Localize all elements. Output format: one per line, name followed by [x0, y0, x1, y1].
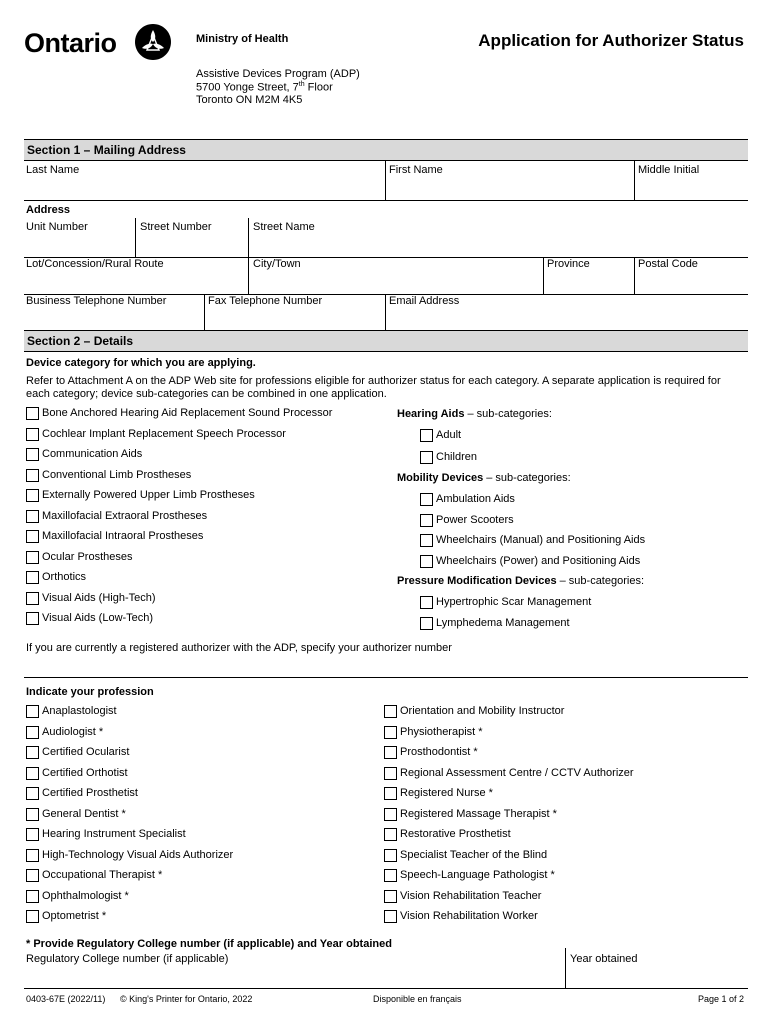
copyright: © King's Printer for Ontario, 2022	[120, 994, 253, 1004]
profession-audiologist-checkbox[interactable]	[26, 726, 39, 739]
profession-anaplastologist-checkbox[interactable]	[26, 705, 39, 718]
page-title: Application for Authorizer Status	[478, 31, 744, 50]
divider	[24, 200, 748, 201]
device-ocular-prostheses-checkbox[interactable]	[26, 551, 39, 564]
profession-orientation-and-mobility-instructor-label: Orientation and Mobility Instructor	[400, 705, 565, 717]
divider	[634, 257, 635, 294]
profession-speech-language-pathologist-label: Speech-Language Pathologist *	[400, 869, 555, 881]
city-label: City/Town	[253, 258, 301, 270]
device-visual-aids-low-tech-checkbox[interactable]	[26, 612, 39, 625]
french-version-note: Disponible en français	[373, 994, 462, 1004]
city-input[interactable]	[253, 273, 540, 293]
profession-registered-nurse-label: Registered Nurse *	[400, 787, 493, 799]
mobility-power-scooters-checkbox[interactable]	[420, 514, 433, 527]
profession-regional-assessment-centre-cctv-authorizer-label: Regional Assessment Centre / CCTV Authorizer	[400, 766, 634, 779]
profession-certified-orthotist-checkbox[interactable]	[26, 767, 39, 780]
device-maxillofacial-intraoral-prostheses-label: Maxillofacial Intraoral Prostheses	[42, 530, 204, 542]
year-obtained-input[interactable]	[570, 967, 746, 985]
profession-registered-nurse-checkbox[interactable]	[384, 787, 397, 800]
profession-restorative-prosthetist-label: Restorative Prosthetist	[400, 828, 511, 840]
divider	[634, 161, 635, 200]
hearing-adult-checkbox[interactable]	[420, 429, 433, 442]
lot-label: Lot/Concession/Rural Route	[26, 258, 164, 270]
profession-hearing-instrument-specialist-label: Hearing Instrument Specialist	[42, 828, 186, 840]
last-name-label: Last Name	[26, 164, 80, 176]
device-orthotics-checkbox[interactable]	[26, 571, 39, 584]
profession-occupational-therapist-label: Occupational Therapist *	[42, 869, 163, 881]
profession-vision-rehabilitation-teacher-checkbox[interactable]	[384, 890, 397, 903]
hearing-children-label: Children	[436, 451, 477, 463]
mobility-power-scooters-label: Power Scooters	[436, 513, 514, 526]
device-maxillofacial-intraoral-prostheses-checkbox[interactable]	[26, 530, 39, 543]
device-communication-aids-label: Communication Aids	[42, 448, 143, 460]
street-name-input[interactable]	[253, 235, 745, 255]
pressure-lymphedema-management-label: Lymphedema Management	[436, 616, 570, 629]
first-name-input[interactable]	[389, 178, 633, 198]
profession-ophthalmologist-label: Ophthalmologist *	[42, 889, 129, 902]
device-visual-aids-high-tech-checkbox[interactable]	[26, 592, 39, 605]
device-conventional-limb-prostheses-label: Conventional Limb Prostheses	[42, 468, 192, 481]
college-number-label: Regulatory College number (if applicable)	[26, 953, 229, 965]
divider	[135, 218, 136, 257]
mobility-wheelchairs-power-and-positioning-aids-label: Wheelchairs (Power) and Positioning Aids	[436, 554, 641, 567]
trillium-icon	[133, 22, 173, 62]
profession-specialist-teacher-of-the-blind-checkbox[interactable]	[384, 849, 397, 862]
postal-code-input[interactable]	[638, 273, 746, 293]
device-visual-aids-high-tech-label: Visual Aids (High-Tech)	[42, 591, 156, 604]
profession-certified-orthotist-label: Certified Orthotist	[42, 766, 128, 779]
college-note: * Provide Regulatory College number (if applicable) and Year obtained	[26, 938, 392, 950]
street-number-label: Street Number	[140, 221, 212, 233]
ministry-name: Ministry of Health	[196, 33, 289, 45]
business-phone-label: Business Telephone Number	[26, 295, 167, 307]
profession-registered-massage-therapist-checkbox[interactable]	[384, 808, 397, 821]
divider	[385, 161, 386, 200]
pressure-lymphedema-management-checkbox[interactable]	[420, 617, 433, 630]
profession-registered-massage-therapist-label: Registered Massage Therapist *	[400, 807, 557, 820]
unit-number-label: Unit Number	[26, 221, 88, 233]
device-bone-anchored-hearing-aid-replacement-sound-processor-label: Bone Anchored Hearing Aid Replacement Sound Processor	[42, 407, 333, 419]
device-cochlear-implant-replacement-speech-processor-checkbox[interactable]	[26, 428, 39, 441]
profession-certified-prosthetist-checkbox[interactable]	[26, 787, 39, 800]
address-line-1: Assistive Devices Program (ADP)	[196, 68, 360, 80]
profession-physiotherapist-label: Physiotherapist *	[400, 725, 483, 738]
profession-high-technology-visual-aids-authorizer-checkbox[interactable]	[26, 849, 39, 862]
mobility-ambulation-aids-checkbox[interactable]	[420, 493, 433, 506]
profession-occupational-therapist-checkbox[interactable]	[26, 869, 39, 882]
profession-ophthalmologist-checkbox[interactable]	[26, 890, 39, 903]
profession-heading: Indicate your profession	[26, 686, 154, 698]
divider	[385, 294, 386, 331]
address-line-2: 5700 Yonge Street, 7th Floor	[196, 81, 333, 94]
profession-orientation-and-mobility-instructor-checkbox[interactable]	[384, 705, 397, 718]
form-number: 0403-67E (2022/11)	[26, 994, 106, 1004]
device-ocular-prostheses-label: Ocular Prostheses	[42, 550, 133, 563]
business-phone-input[interactable]	[26, 309, 200, 329]
college-number-input[interactable]	[26, 967, 562, 985]
profession-restorative-prosthetist-checkbox[interactable]	[384, 828, 397, 841]
last-name-input[interactable]	[26, 178, 381, 198]
instructions-text: Refer to Attachment A on the ADP Web site for professions eligible for authorizer status for each category. A separate application is required for each category; device sub-categories can be combined in one application.	[26, 375, 721, 400]
mobility-wheelchairs-power-and-positioning-aids-checkbox[interactable]	[420, 555, 433, 568]
divider	[248, 218, 249, 257]
profession-vision-rehabilitation-teacher-label: Vision Rehabilitation Teacher	[400, 889, 542, 902]
section-2-header: Section 2 – Details	[24, 330, 748, 352]
authorizer-number-prompt: If you are currently a registered authorizer with the ADP, specify your authorizer number	[26, 642, 452, 654]
profession-general-dentist-label: General Dentist *	[42, 807, 126, 820]
ontario-logo-text: Ontario	[24, 28, 117, 58]
mobility-wheelchairs-manual-and-positioning-aids-label: Wheelchairs (Manual) and Positioning Aids	[436, 534, 646, 546]
middle-initial-label: Middle Initial	[638, 164, 700, 176]
postal-code-label: Postal Code	[638, 258, 698, 270]
unit-number-input[interactable]	[26, 235, 132, 255]
device-externally-powered-upper-limb-prostheses-checkbox[interactable]	[26, 489, 39, 502]
divider	[543, 257, 544, 294]
middle-initial-input[interactable]	[638, 178, 746, 198]
profession-optometrist-checkbox[interactable]	[26, 910, 39, 923]
device-orthotics-label: Orthotics	[42, 571, 87, 583]
section-1-header: Section 1 – Mailing Address	[24, 139, 748, 161]
address-heading: Address	[26, 204, 71, 216]
street-number-input[interactable]	[140, 235, 246, 255]
divider	[565, 948, 566, 988]
province-input[interactable]	[547, 273, 631, 293]
divider	[24, 677, 748, 678]
pressure-hypertrophic-scar-management-checkbox[interactable]	[420, 596, 433, 609]
device-communication-aids-checkbox[interactable]	[26, 448, 39, 461]
pressure-devices-heading: Pressure Modification Devices – sub-categories:	[397, 575, 644, 587]
device-externally-powered-upper-limb-prostheses-label: Externally Powered Upper Limb Prostheses	[42, 489, 255, 501]
street-name-label: Street Name	[253, 221, 315, 233]
device-category-heading: Device category for which you are applying.	[26, 357, 256, 369]
hearing-adult-label: Adult	[436, 429, 462, 441]
email-input[interactable]	[389, 309, 745, 329]
device-maxillofacial-extraoral-prostheses-label: Maxillofacial Extraoral Prostheses	[42, 509, 208, 522]
profession-general-dentist-checkbox[interactable]	[26, 808, 39, 821]
profession-certified-ocularist-label: Certified Ocularist	[42, 746, 130, 758]
device-visual-aids-low-tech-label: Visual Aids (Low-Tech)	[42, 612, 154, 624]
profession-optometrist-label: Optometrist *	[42, 910, 107, 922]
mobility-wheelchairs-manual-and-positioning-aids-checkbox[interactable]	[420, 534, 433, 547]
mobility-devices-heading: Mobility Devices – sub-categories:	[397, 472, 571, 484]
province-label: Province	[547, 258, 590, 270]
profession-speech-language-pathologist-checkbox[interactable]	[384, 869, 397, 882]
address-line-3: Toronto ON M2M 4K5	[196, 94, 303, 106]
authorizer-number-input[interactable]	[26, 657, 746, 675]
email-label: Email Address	[389, 295, 460, 307]
profession-high-technology-visual-aids-authorizer-label: High-Technology Visual Aids Authorizer	[42, 848, 234, 861]
pressure-hypertrophic-scar-management-label: Hypertrophic Scar Management	[436, 596, 592, 608]
device-cochlear-implant-replacement-speech-processor-label: Cochlear Implant Replacement Speech Processor	[42, 427, 286, 440]
profession-prosthodontist-label: Prosthodontist *	[400, 746, 478, 758]
profession-vision-rehabilitation-worker-checkbox[interactable]	[384, 910, 397, 923]
device-conventional-limb-prostheses-checkbox[interactable]	[26, 469, 39, 482]
mobility-ambulation-aids-label: Ambulation Aids	[436, 493, 515, 505]
hearing-children-checkbox[interactable]	[420, 451, 433, 464]
lot-input[interactable]	[26, 273, 244, 293]
profession-certified-prosthetist-label: Certified Prosthetist	[42, 787, 138, 799]
profession-certified-ocularist-checkbox[interactable]	[26, 746, 39, 759]
divider	[248, 257, 249, 294]
divider	[24, 988, 748, 989]
profession-hearing-instrument-specialist-checkbox[interactable]	[26, 828, 39, 841]
profession-audiologist-label: Audiologist *	[42, 725, 104, 738]
profession-vision-rehabilitation-worker-label: Vision Rehabilitation Worker	[400, 910, 538, 922]
fax-phone-input[interactable]	[208, 309, 382, 329]
hearing-aids-heading: Hearing Aids – sub-categories:	[397, 408, 552, 420]
profession-physiotherapist-checkbox[interactable]	[384, 726, 397, 739]
page-number: Page 1 of 2	[697, 994, 744, 1004]
divider	[204, 294, 205, 331]
device-bone-anchored-hearing-aid-replacement-sound-processor-checkbox[interactable]	[26, 407, 39, 420]
device-maxillofacial-extraoral-prostheses-checkbox[interactable]	[26, 510, 39, 523]
profession-regional-assessment-centre-cctv-authorizer-checkbox[interactable]	[384, 767, 397, 780]
profession-prosthodontist-checkbox[interactable]	[384, 746, 397, 759]
year-obtained-label: Year obtained	[570, 953, 638, 965]
first-name-label: First Name	[389, 164, 443, 176]
profession-anaplastologist-label: Anaplastologist	[42, 705, 117, 717]
profession-specialist-teacher-of-the-blind-label: Specialist Teacher of the Blind	[400, 848, 548, 861]
fax-phone-label: Fax Telephone Number	[208, 295, 323, 307]
